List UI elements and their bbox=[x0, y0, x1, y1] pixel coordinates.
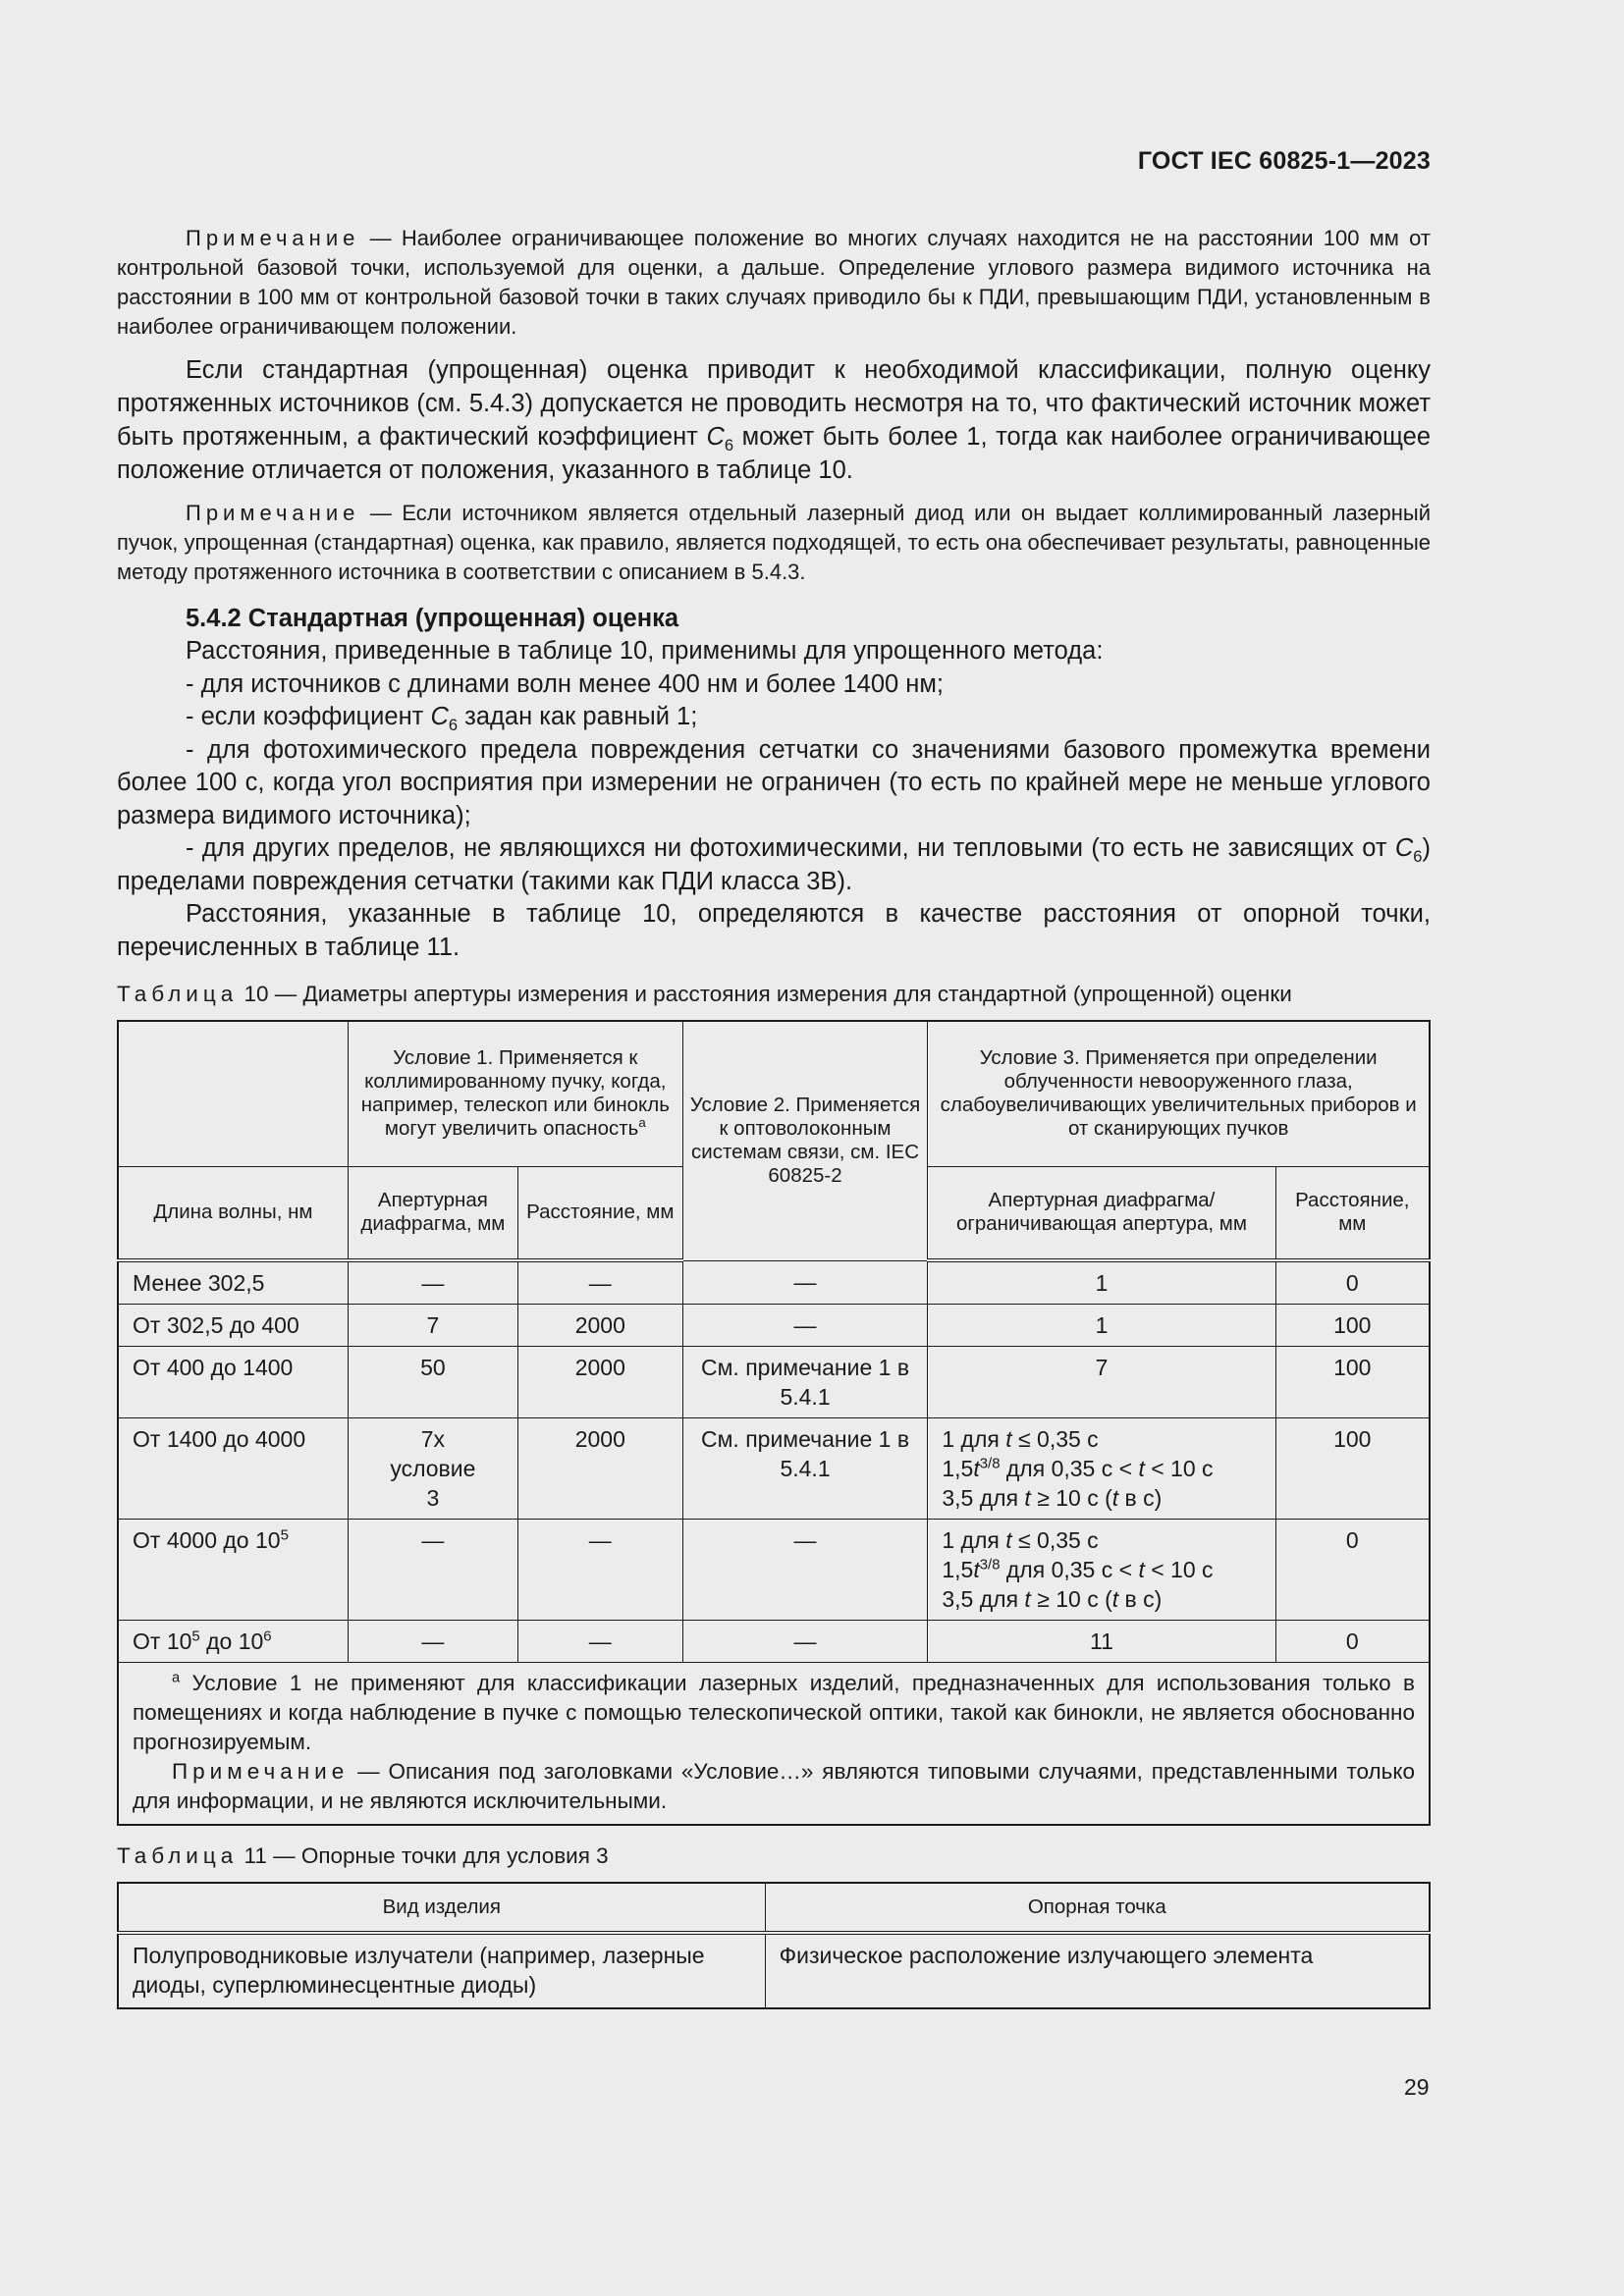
time-text: для 0,35 с < bbox=[1000, 1456, 1139, 1481]
variable: C bbox=[430, 703, 449, 730]
list-text: ) пределами повреждения сетчатки (такими как ПДИ класса 3В). bbox=[117, 834, 1431, 895]
cell-c3-aperture: 11 bbox=[928, 1621, 1275, 1663]
header-product-type: Вид изделия bbox=[118, 1883, 765, 1933]
section-heading: 5.4.2 Стандартная (упрощенная) оценка bbox=[186, 605, 679, 632]
time-line bbox=[942, 1424, 1261, 1454]
header-wavelength: Длина волны, нм bbox=[118, 1166, 348, 1260]
cell-c1-aperture: — bbox=[348, 1520, 517, 1621]
list-item: - для источников с длинами волн менее 400 нм и более 1400 нм; bbox=[186, 669, 944, 698]
variable: t bbox=[973, 1456, 980, 1481]
variable: C bbox=[1394, 834, 1414, 862]
cell-c3-time-block bbox=[928, 1418, 1275, 1520]
standard-code: ГОСТ IEC 60825-1—2023 bbox=[1137, 147, 1431, 175]
header-condition-2: Условие 2. Применяется к оптоволоконным системам связи, см. IEC 60825-2 bbox=[682, 1021, 928, 1260]
time-text: < 10 с bbox=[1144, 1456, 1214, 1481]
time-text: 3,5 для bbox=[942, 1586, 1025, 1612]
cell-reference-point: Физическое расположение излучающего элемента bbox=[765, 1933, 1430, 2008]
variable: t bbox=[1111, 1485, 1119, 1511]
cell-c1-distance: — bbox=[517, 1621, 682, 1663]
header-distance: Расстояние, мм bbox=[517, 1166, 682, 1260]
section-outro: Расстояния, указанные в таблице 10, определяются в качестве расстояния от опорной точки, перечисленных в таблице 11. bbox=[117, 900, 1431, 961]
list-item bbox=[117, 832, 1431, 898]
cell-c1-distance: 2000 bbox=[517, 1305, 682, 1347]
time-line bbox=[942, 1584, 1261, 1614]
cell-c3-distance: 0 bbox=[1275, 1260, 1430, 1305]
note-1 bbox=[117, 224, 1431, 342]
variable: t bbox=[1111, 1586, 1119, 1612]
table-11-caption bbox=[117, 1842, 1431, 1871]
variable: t bbox=[1024, 1485, 1031, 1511]
variable: t bbox=[973, 1557, 980, 1582]
variable: t bbox=[1138, 1557, 1145, 1582]
paragraph-text: Если стандартная (упрощенная) оценка приводит к необходимой классификации, полную оценку протяженных источников (см. 5.4.3) допускается не проводить несмотря на то, что фактический источник может быть протяженным, а фактический коэффициент bbox=[117, 356, 1431, 451]
table-10 bbox=[117, 1020, 1431, 1826]
table-note bbox=[133, 1757, 1415, 1816]
variable: t bbox=[1005, 1426, 1012, 1452]
table-row bbox=[118, 1621, 1430, 1663]
cell-c1-distance: — bbox=[517, 1260, 682, 1305]
footnote-text: Условие 1 не применяют для классификации лазерных изделий, предназначенных для использования только в помещениях и когда наблюдение в пучке с помощью телескопической оптики, такой как бинокли, не является обоснованно прогнозируемым. bbox=[133, 1671, 1415, 1754]
cell-wavelength: От 1400 до 4000 bbox=[118, 1418, 348, 1520]
note-text: — Наиболее ограничивающее положение во многих случаях находится не на расстоянии 100 мм от контрольной базовой точки, используемой для оценки, а дальше. Определение углового размера видимого источника на расстоянии в 100 мм от контрольной базовой точки в таких случаях приводило бы к ПДИ, превышающим ПДИ, установленным в наиболее ограничивающем положении. bbox=[117, 226, 1431, 339]
time-text: 1,5 bbox=[942, 1557, 974, 1582]
header-text: Условие 1. Применяется к коллимированному пучку, когда, например, телескоп или бинокль могут увеличить опасность bbox=[360, 1046, 670, 1141]
note-2 bbox=[117, 499, 1431, 587]
time-line bbox=[942, 1483, 1261, 1513]
table-row bbox=[118, 1260, 1430, 1305]
cell-c1-aperture: 50 bbox=[348, 1347, 517, 1418]
superscript: 6 bbox=[263, 1628, 272, 1645]
list-text: - если коэффициент bbox=[186, 703, 431, 730]
time-line bbox=[942, 1555, 1261, 1584]
note-text: — Если источником является отдельный лазерный диод или он выдает коллимированный лазерный пучок, упрощенная (стандартная) оценка, как правило, является подходящей, то есть она обеспечивает результаты, равноценные методу протяженного источника в соответствии с описанием в 5.4.3. bbox=[117, 501, 1432, 584]
cell-c2: — bbox=[682, 1305, 928, 1347]
table-footnote-row bbox=[118, 1663, 1430, 1826]
header-condition-1 bbox=[348, 1021, 682, 1166]
time-text: < 10 с bbox=[1144, 1557, 1214, 1582]
cell-wavelength bbox=[118, 1621, 348, 1663]
cell-c3-aperture: 7 bbox=[928, 1347, 1275, 1418]
section-intro: Расстояния, приведенные в таблице 10, применимы для упрощенного метода: bbox=[186, 637, 1104, 665]
cell-text: до 10 bbox=[199, 1629, 264, 1654]
cell-c3-distance: 100 bbox=[1275, 1347, 1430, 1418]
table-row bbox=[118, 1305, 1430, 1347]
cell-c1-aperture: — bbox=[348, 1260, 517, 1305]
list-text: задан как равный 1; bbox=[458, 703, 698, 730]
header-limit-aperture: Апертурная диафрагма/ограничивающая апертура, мм bbox=[928, 1166, 1275, 1260]
time-text: 1 для bbox=[942, 1426, 1006, 1452]
cell-c1-aperture: 7х условие 3 bbox=[348, 1418, 517, 1520]
caption-label: Таблица bbox=[117, 982, 239, 1006]
table-footnote bbox=[133, 1669, 1415, 1757]
cell-c1-aperture: 7 bbox=[348, 1305, 517, 1347]
caption-text: 11 — Опорные точки для условия 3 bbox=[238, 1843, 609, 1868]
cell-c3-distance: 0 bbox=[1275, 1520, 1430, 1621]
superscript: 5 bbox=[191, 1628, 200, 1645]
time-text: 1,5 bbox=[942, 1456, 974, 1481]
cell-c2: — bbox=[682, 1260, 928, 1305]
cell-c2: — bbox=[682, 1520, 928, 1621]
cell-wavelength bbox=[118, 1520, 348, 1621]
cell-wavelength: Менее 302,5 bbox=[118, 1260, 348, 1305]
superscript: 3/8 bbox=[979, 1455, 1001, 1472]
cell-c3-time-block bbox=[928, 1520, 1275, 1621]
page-content bbox=[117, 224, 1431, 2009]
time-text: в с) bbox=[1118, 1485, 1163, 1511]
note-label: Примечание bbox=[172, 1759, 350, 1784]
caption-text: 10 — Диаметры апертуры измерения и расстояния измерения для стандартной (упрощенной) оценки bbox=[238, 982, 1292, 1006]
variable: C bbox=[706, 423, 725, 451]
time-text: 1 для bbox=[942, 1527, 1006, 1553]
cell-c2: См. примечание 1 в 5.4.1 bbox=[682, 1418, 928, 1520]
cell-c3-distance: 100 bbox=[1275, 1305, 1430, 1347]
header-reference-point: Опорная точка bbox=[765, 1883, 1430, 1933]
variable: t bbox=[1138, 1456, 1145, 1481]
time-text: для 0,35 с < bbox=[1000, 1557, 1139, 1582]
cell-c2: — bbox=[682, 1621, 928, 1663]
cell-wavelength: От 400 до 1400 bbox=[118, 1347, 348, 1418]
note-text: — Описания под заголовками «Условие…» являются типовыми случаями, представленными только для информации, и не являются исключительными. bbox=[133, 1759, 1415, 1813]
table-row bbox=[118, 1418, 1430, 1520]
cell-c3-aperture: 1 bbox=[928, 1260, 1275, 1305]
variable: t bbox=[1024, 1586, 1031, 1612]
cell-c1-distance: 2000 bbox=[517, 1347, 682, 1418]
table-10-caption bbox=[117, 980, 1431, 1009]
table-row bbox=[118, 1347, 1430, 1418]
cell-c3-distance: 0 bbox=[1275, 1621, 1430, 1663]
header-condition-3: Условие 3. Применяется при определении облученности невооруженного глаза, слабоувеличивающих увеличительных приборов и от сканирующих пучков bbox=[928, 1021, 1430, 1166]
paragraph-1 bbox=[117, 353, 1431, 487]
table-row bbox=[118, 1933, 1430, 2008]
paragraph-text: может быть более 1, тогда как наиболее ограничивающее положение отличается от положения, указанного в таблице 10. bbox=[117, 423, 1431, 484]
time-line bbox=[942, 1525, 1261, 1555]
cell-c1-aperture: — bbox=[348, 1621, 517, 1663]
variable: t bbox=[1005, 1527, 1012, 1553]
cell-c3-aperture: 1 bbox=[928, 1305, 1275, 1347]
page-number: 29 bbox=[1404, 2074, 1430, 2100]
time-text: ≤ 0,35 с bbox=[1011, 1426, 1099, 1452]
cell-c3-distance: 100 bbox=[1275, 1418, 1430, 1520]
table-footnote-cell bbox=[118, 1663, 1430, 1826]
list-item bbox=[117, 701, 1431, 734]
footnote-mark: a bbox=[172, 1670, 181, 1686]
header-aperture: Апертурная диафрагма, мм bbox=[348, 1166, 517, 1260]
note-label: Примечание bbox=[186, 226, 360, 250]
cell-product-type: Полупроводниковые излучатели (например, лазерные диоды, суперлюминесцентные диоды) bbox=[118, 1933, 765, 2008]
subscript: 6 bbox=[724, 436, 734, 455]
subscript: 6 bbox=[448, 716, 459, 735]
time-text: ≥ 10 с ( bbox=[1030, 1485, 1112, 1511]
cell-c2: См. примечание 1 в 5.4.1 bbox=[682, 1347, 928, 1418]
subscript: 6 bbox=[1413, 847, 1423, 867]
table-row bbox=[118, 1520, 1430, 1621]
cell-wavelength: От 302,5 до 400 bbox=[118, 1305, 348, 1347]
time-line bbox=[942, 1454, 1261, 1483]
list-text: - для других пределов, не являющихся ни фотохимическими, ни тепловыми (то есть не зависящих от bbox=[186, 834, 1395, 862]
cell-c1-distance: 2000 bbox=[517, 1418, 682, 1520]
section-5-4-2 bbox=[117, 603, 1431, 964]
caption-label: Таблица bbox=[117, 1843, 239, 1868]
cell-c1-distance: — bbox=[517, 1520, 682, 1621]
time-text: ≤ 0,35 с bbox=[1011, 1527, 1099, 1553]
superscript: 3/8 bbox=[979, 1556, 1001, 1574]
header-distance-3: Расстояние, мм bbox=[1275, 1166, 1430, 1260]
list-item: - для фотохимического предела повреждения сетчатки со значениями базового промежутка времени более 100 с, когда угол восприятия при измерении не ограничен (то есть по крайней мере не меньше углового размера видимого источника); bbox=[117, 735, 1431, 829]
cell-text: От 10 bbox=[133, 1629, 192, 1654]
time-text: ≥ 10 с ( bbox=[1030, 1586, 1112, 1612]
superscript: 5 bbox=[280, 1526, 289, 1544]
time-text: в с) bbox=[1118, 1586, 1163, 1612]
footnote-mark: a bbox=[638, 1115, 646, 1131]
cell-text: От 4000 до 10 bbox=[133, 1527, 281, 1553]
header-empty-cell bbox=[118, 1021, 348, 1166]
time-text: 3,5 для bbox=[942, 1485, 1025, 1511]
note-label: Примечание bbox=[186, 501, 360, 525]
table-11 bbox=[117, 1882, 1431, 2009]
